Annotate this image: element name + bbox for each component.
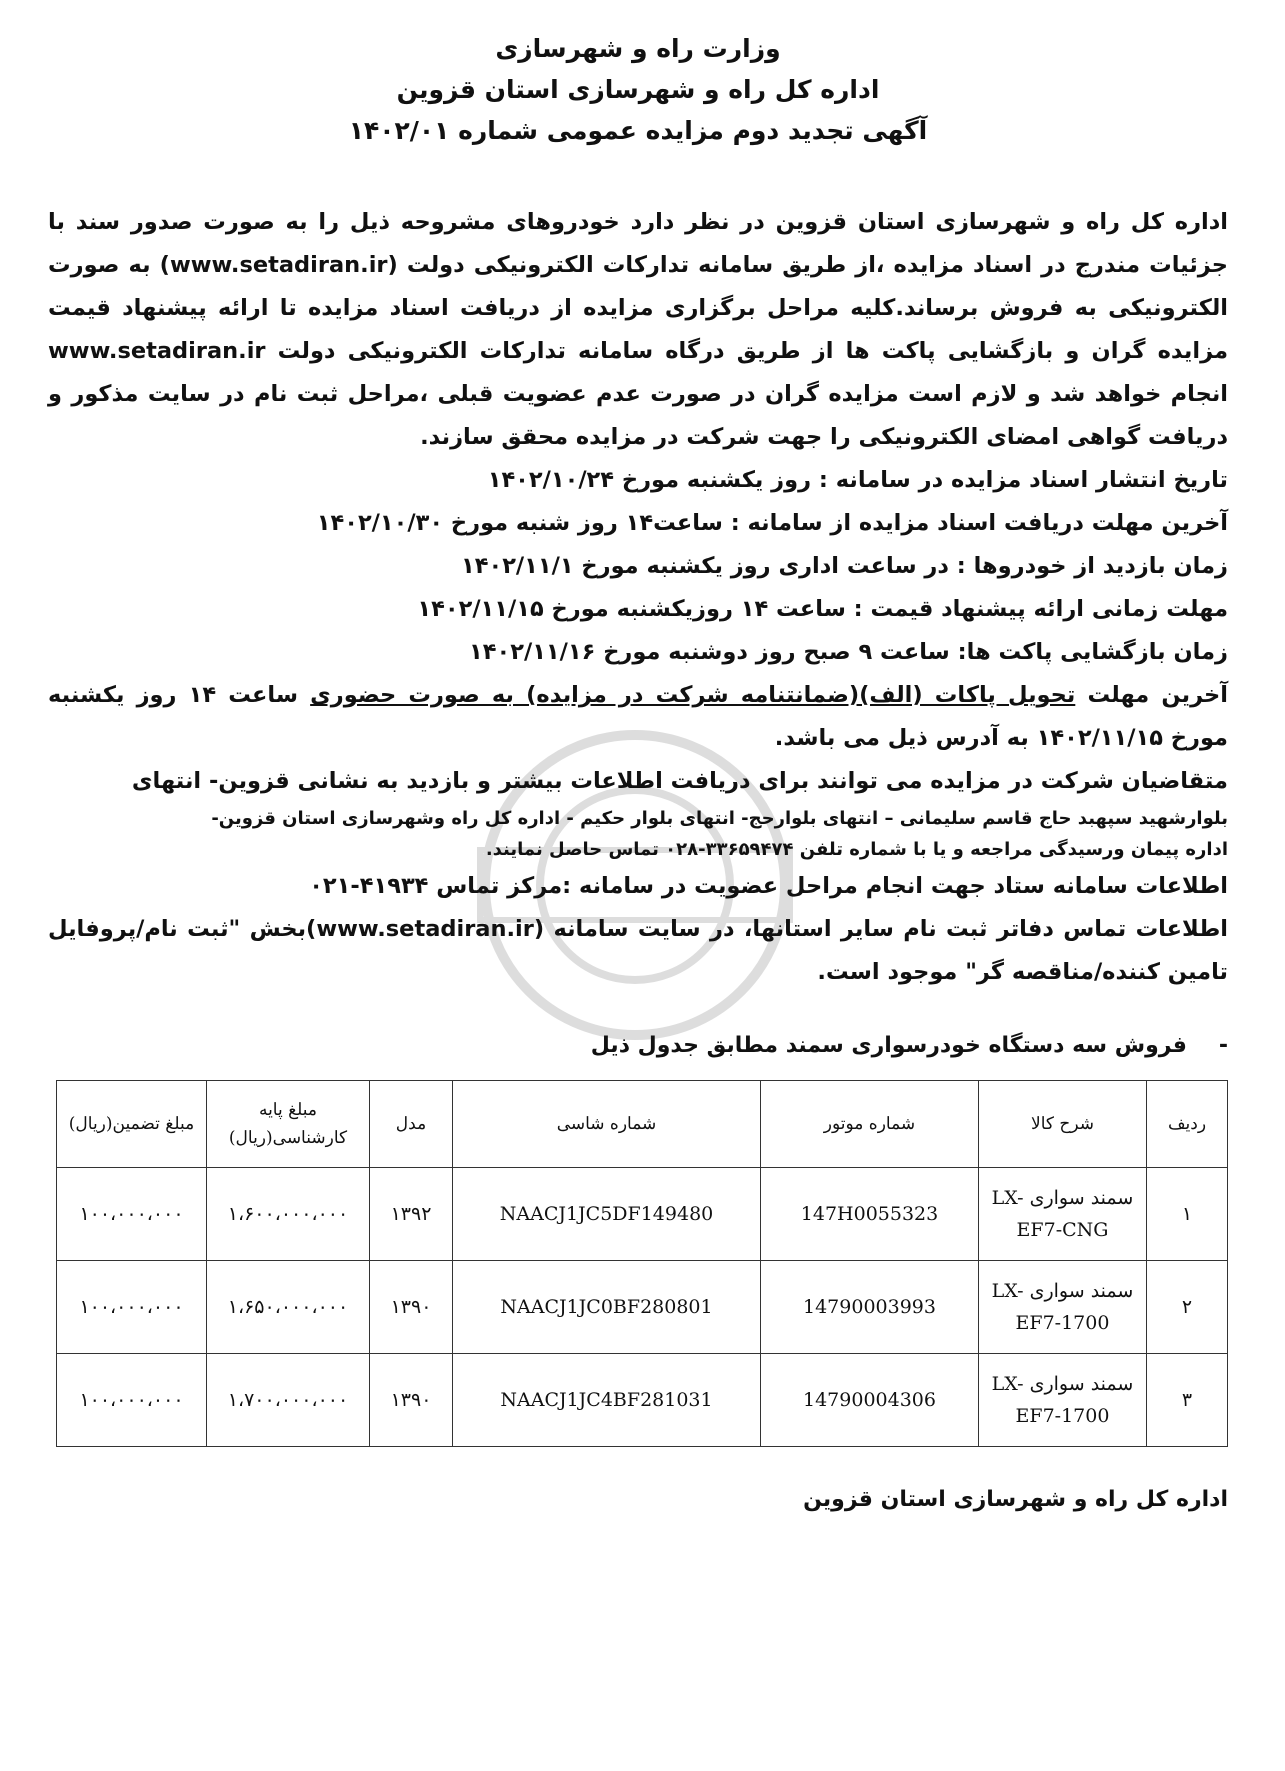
col-engine-header: شماره موتور: [761, 1081, 979, 1168]
table-row: ۲ سمند سواری LX-EF7-1700 14790003993 NAACJ1JC0BF280801 ۱۳۹۰ ۱،۶۵۰،۰۰۰،۰۰۰ ۱۰۰،۰۰۰،۰۰۰: [57, 1261, 1228, 1354]
notice-title: آگهی تجدید دوم مزایده عمومی شماره ۱۴۰۲/۰۱: [348, 116, 928, 145]
setad-url[interactable]: www.setadiran.ir: [169, 252, 388, 278]
offer-deadline: مهلت زمانی ارائه پیشنهاد قیمت : ساعت ۱۴ روزیکشنبه مورخ ۱۴۰۲/۱۱/۱۵: [417, 596, 1228, 622]
delivery-deadline: آخرین مهلت تحویل پاکات (الف)(ضمانتنامه شرکت در مزایده) به صورت حضوری ساعت ۱۴ روز یکشنبه مورخ ۱۴۰۲/۱۱/۱۵ به آدرس ذیل می باشد.: [48, 682, 1228, 751]
col-chassis-header: شماره شاسی: [453, 1081, 761, 1168]
section-title: -فروش سه دستگاه خودرسواری سمند مطابق جدول ذیل: [590, 1033, 1228, 1058]
setad-url-2[interactable]: www.setadiran.ir: [48, 338, 266, 364]
offices-info: اطلاعات تماس دفاتر ثبت نام سایر استانها، در سایت سامانه (www.setadiran.ir)بخش "ثبت نام/پروفایل تامین کننده/مناقصه گر" موجود است.: [48, 916, 1228, 985]
notice-body: [48, 201, 1228, 994]
delivery-underlined: تحویل پاکات (الف)(ضمانتنامه شرکت در مزایده) به صورت حضوری: [310, 682, 1076, 708]
contact-line: اداره پیمان ورسیدگی مراجعه و یا با شماره تلفن ۳۳۶۵۹۴۷۴-۰۲۸ تماس حاصل نمایند.: [485, 839, 1228, 860]
vehicles-table: [56, 1080, 1228, 1447]
setad-info: اطلاعات سامانه ستاد جهت انجام مراحل عضویت در سامانه :مرکز تماس ۴۱۹۳۴-۰۲۱: [309, 873, 1228, 899]
col-guarantee-header: مبلغ تضمین(ریال): [57, 1081, 207, 1168]
applicants-line: متقاضیان شرکت در مزایده می توانند برای دریافت اطلاعات بیشتر و بازدید به نشانی قزوین- انتهای: [131, 768, 1228, 794]
table-header-row: [57, 1081, 1228, 1168]
office-title: اداره کل راه و شهرسازی استان قزوین: [396, 75, 880, 104]
publish-date: تاریخ انتشار اسناد مزایده در سامانه : روز یکشنبه مورخ ۱۴۰۲/۱۰/۲۴: [487, 467, 1228, 493]
address-line: بلوارشهید سپهبد حاج قاسم سلیمانی – انتهای بلوارحج- انتهای بلوار حکیم - اداره کل راه وشهرسازی استان قزوین-: [211, 808, 1228, 829]
intro-paragraph: اداره کل راه و شهرسازی استان قزوین در نظر دارد خودروهای مشروحه ذیل را به صورت صدور سند با جزئیات مندرج در اسناد مزایده ،از طریق سامانه تدارکات الکترونیکی دولت (www.setadiran.ir) به صورت الکترونیکی به فروش برساند.کلیه مراحل برگزاری مزایده از دریافت اسناد مزایده تا ارائه پیشنهاد قیمت مزایده گران و بازگشایی پاکت ها از طریق درگاه سامانه تدارکات الکترونیکی دولت www.setadiran.ir انجام خواهد شد و لازم است مزایده گران در صورت عدم عضویت قبلی ،مراحل ثبت نام در سایت مذکور و دریافت گواهی امضای الکترونیکی را جهت شرکت در مزایده محقق سازند.: [48, 209, 1228, 450]
col-model-header: مدل: [370, 1081, 453, 1168]
footer-office-title: اداره کل راه و شهرسازی استان قزوین: [803, 1487, 1228, 1512]
col-description-header: شرح کالا: [979, 1081, 1147, 1168]
col-row-header: ردیف: [1147, 1081, 1228, 1168]
notice-header: [48, 28, 1228, 151]
col-base-price-header: مبلغ پایه کارشناسی(ریال): [207, 1081, 370, 1168]
table-row: ۱ سمند سواری LX-EF7-CNG 147H0055323 NAACJ1JC5DF149480 ۱۳۹۲ ۱،۶۰۰،۰۰۰،۰۰۰ ۱۰۰،۰۰۰،۰۰۰: [57, 1168, 1228, 1261]
section-dash: -: [1218, 1033, 1228, 1058]
offices-url[interactable]: www.setadiran.ir: [316, 916, 534, 942]
table-row: ۳ سمند سواری LX-EF7-1700 14790004306 NAACJ1JC4BF281031 ۱۳۹۰ ۱،۷۰۰،۰۰۰،۰۰۰ ۱۰۰،۰۰۰،۰۰۰: [57, 1354, 1228, 1447]
doc-deadline: آخرین مهلت دریافت اسناد مزایده از سامانه : ساعت۱۴ روز شنبه مورخ ۱۴۰۲/۱۰/۳۰: [316, 510, 1228, 536]
ministry-title: وزارت راه و شهرسازی: [495, 34, 781, 63]
visit-time: زمان بازدید از خودروها : در ساعت اداری روز یکشنبه مورخ ۱۴۰۲/۱۱/۱: [461, 553, 1228, 579]
opening-time: زمان بازگشایی پاکت ها: ساعت ۹ صبح روز دوشنبه مورخ ۱۴۰۲/۱۱/۱۶: [469, 639, 1228, 665]
